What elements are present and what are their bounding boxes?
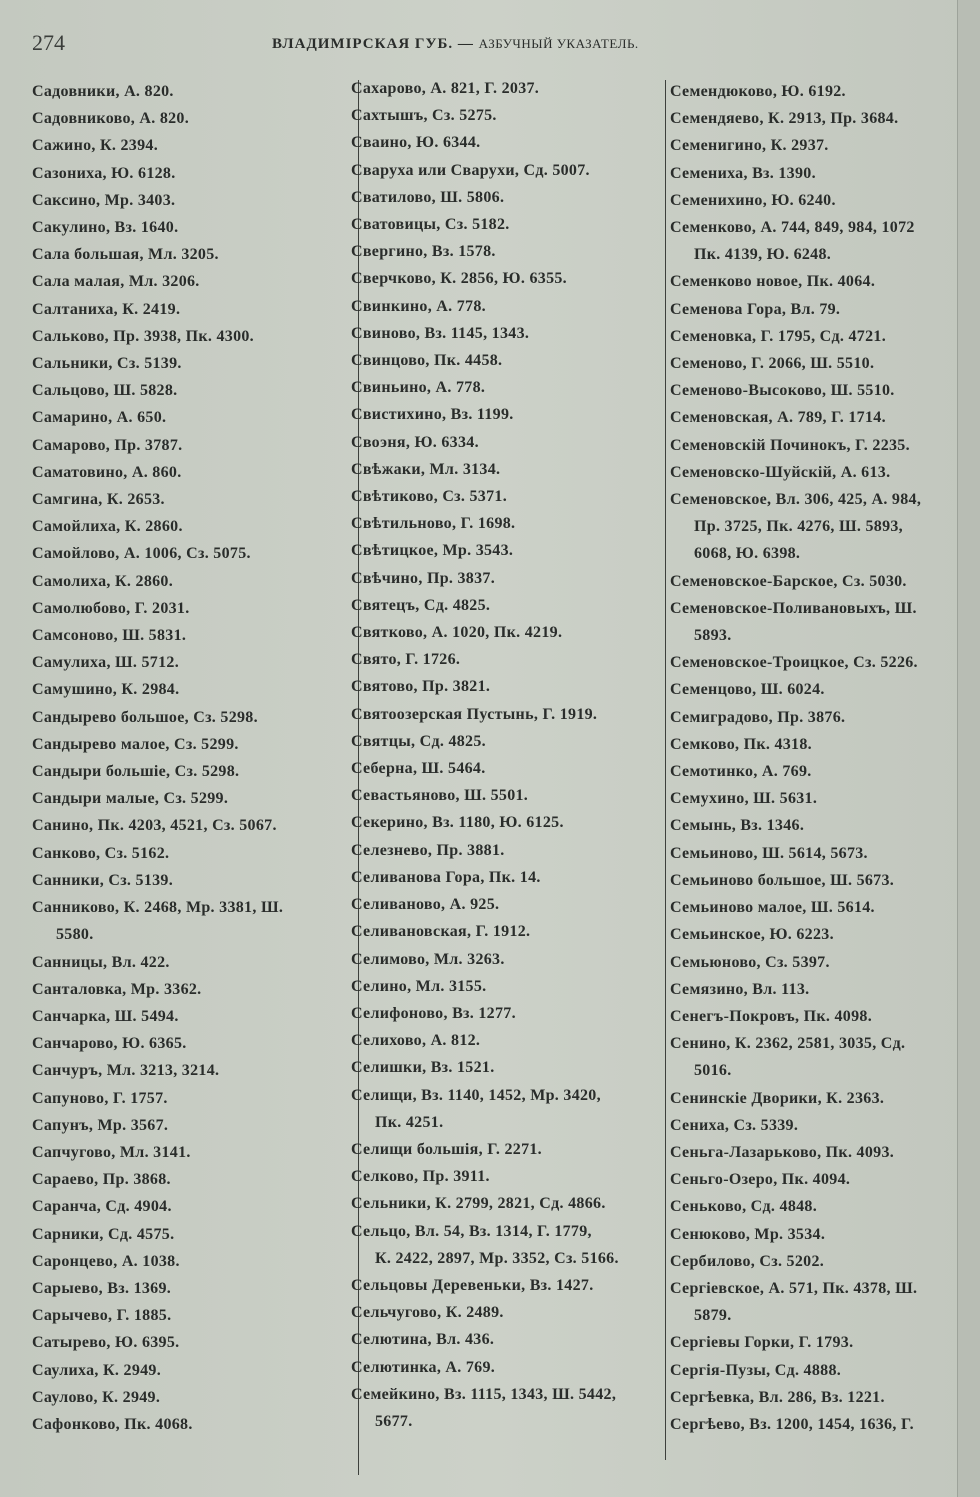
index-entry: Сергѣевка, Вл. 286, Вз. 1221.: [670, 1388, 885, 1406]
index-entry: Селифоново, Вз. 1277.: [351, 1004, 516, 1022]
index-entry: Селезнево, Пр. 3881.: [351, 841, 505, 859]
index-entry: Святцы, Сд. 4825.: [351, 732, 486, 750]
index-entry: Сажино, К. 2394.: [32, 137, 158, 155]
index-entry: Саулово, К. 2949.: [32, 1388, 161, 1406]
index-entry: Семеновскій Починокъ, Г. 2235.: [670, 436, 910, 454]
index-entry: Сербилово, Сз. 5202.: [670, 1252, 825, 1270]
index-entry: Саронцево, А. 1038.: [32, 1252, 180, 1270]
index-entry: Свинкино, А. 778.: [351, 297, 486, 315]
index-entry-continuation: 5893.: [694, 627, 732, 645]
index-entry: Сафонково, Пк. 4068.: [32, 1415, 193, 1433]
index-entry: Семеново, Г. 2066, Ш. 5510.: [670, 355, 875, 373]
index-entry: Садовниково, А. 820.: [32, 110, 190, 128]
index-entry: Сала большая, Мл. 3205.: [32, 246, 219, 264]
index-entry: Сергіевы Горки, Г. 1793.: [670, 1334, 854, 1352]
index-entry: Сельники, К. 2799, 2821, Сд. 4866.: [351, 1195, 606, 1213]
index-entry: Семково, Пк. 4318.: [670, 735, 812, 753]
index-entry: Сениха, Сз. 5339.: [670, 1116, 799, 1134]
index-entry: Селютинка, А. 769.: [351, 1358, 496, 1376]
index-entry: Семьиново большое, Ш. 5673.: [670, 871, 895, 889]
index-entry: Садовники, А. 820.: [32, 83, 174, 100]
index-entry: Сельчугово, К. 2489.: [351, 1304, 504, 1322]
index-entry: Семейкино, Вз. 1115, 1343, Ш. 5442,: [351, 1385, 617, 1403]
index-entry: Семьинское, Ю. 6223.: [670, 926, 834, 944]
index-entry: Сенюково, Мр. 3534.: [670, 1225, 826, 1243]
index-column-3: [670, 78, 970, 1438]
index-entry: Семьиново малое, Ш. 5614.: [670, 899, 875, 917]
index-entry: Сенегъ-Покровъ, Пк. 4098.: [670, 1007, 872, 1025]
index-entry-continuation: 5016.: [694, 1062, 732, 1080]
index-entry-continuation: Пк. 4251.: [375, 1113, 444, 1131]
index-entry: Семухино, Ш. 5631.: [670, 790, 818, 808]
index-entry: Сенино, К. 2362, 2581, 3035, Сд.: [670, 1035, 906, 1053]
index-entry: Семеновское-Поливановыхъ, Ш.: [670, 599, 917, 617]
index-entry: Самойлиха, К. 2860.: [32, 518, 183, 536]
index-entry: Санчуръ, Мл. 3213, 3214.: [32, 1062, 220, 1080]
index-entry: Себерна, Ш. 5464.: [351, 760, 486, 778]
index-entry: Святково, А. 1020, Пк. 4219.: [351, 624, 563, 642]
index-entry: Семотинко, А. 769.: [670, 763, 812, 781]
index-entry: Селищи, Вз. 1140, 1452, Мр. 3420,: [351, 1086, 601, 1104]
index-entry: Сазониха, Ю. 6128.: [32, 164, 176, 182]
index-entry: Селищи большія, Г. 2271.: [351, 1140, 542, 1158]
index-entry: Сватилово, Ш. 5806.: [351, 188, 505, 206]
index-entry: Сеньго-Озеро, Пк. 4094.: [670, 1171, 851, 1189]
index-entry: Свято, Г. 1726.: [351, 651, 461, 669]
index-column-1: [32, 78, 350, 1438]
index-entry: Свиньино, А. 778.: [351, 379, 486, 397]
index-entry: Сеньга-Лазарьково, Пк. 4093.: [670, 1143, 895, 1161]
index-entry-continuation: 5677.: [375, 1412, 413, 1430]
index-entry: Селишки, Вз. 1521.: [351, 1059, 495, 1077]
index-entry: Селивановская, Г. 1912.: [351, 923, 531, 941]
index-entry: Семенихино, Ю. 6240.: [670, 191, 836, 209]
index-entry: Сапунъ, Мр. 3567.: [32, 1116, 169, 1134]
index-entry: Свѣжаки, Мл. 3134.: [351, 460, 501, 478]
index-entry: Салтаниха, К. 2419.: [32, 300, 181, 318]
index-entry: Самолюбово, Г. 2031.: [32, 599, 190, 617]
index-entry: Сергія-Пузы, Сд. 4888.: [670, 1361, 842, 1379]
index-column-2: [351, 75, 669, 1435]
index-entry: Сваино, Ю. 6344.: [351, 134, 481, 152]
index-entry: Санницы, Вл. 422.: [32, 953, 170, 971]
index-entry: Свинцово, Пк. 4458.: [351, 352, 503, 370]
index-entry: Семендюково, Ю. 6192.: [670, 83, 846, 100]
index-entry: Семеново-Высоково, Ш. 5510.: [670, 382, 895, 400]
index-entry: Сенинскіе Дворики, К. 2363.: [670, 1089, 885, 1107]
index-entry: Свѣтицкое, Мр. 3543.: [351, 542, 514, 560]
index-entry: Свергино, Вз. 1578.: [351, 243, 496, 261]
index-entry: Селиванова Гора, Пк. 14.: [351, 868, 541, 886]
index-entry-continuation: Пр. 3725, Пк. 4276, Ш. 5893,: [694, 518, 903, 536]
index-entry: Семенково новое, Пк. 4064.: [670, 273, 876, 291]
index-entry: Семьиново, Ш. 5614, 5673.: [670, 844, 868, 862]
index-entry: Сарники, Сд. 4575.: [32, 1225, 175, 1243]
index-entry: Сальково, Пр. 3938, Пк. 4300.: [32, 327, 254, 345]
index-entry: Свѣтиково, Сз. 5371.: [351, 488, 507, 506]
index-entry: Семенова Гора, Вл. 79.: [670, 300, 841, 318]
index-entry: Самойлово, А. 1006, Сз. 5075.: [32, 545, 251, 563]
index-entry: Святоозерская Пустынь, Г. 1919.: [351, 705, 598, 723]
index-entry: Самсоново, Ш. 5831.: [32, 627, 187, 645]
index-entry-continuation: 5580.: [56, 926, 94, 944]
index-entry: Сальцово, Ш. 5828.: [32, 382, 178, 400]
index-entry: Святецъ, Сд. 4825.: [351, 596, 491, 614]
index-entry: Сарыево, Вз. 1369.: [32, 1279, 172, 1297]
index-entry: Санники, Сз. 5139.: [32, 871, 174, 889]
header-title: ВЛАДИМІРСКАЯ ГУБ. —: [272, 36, 474, 52]
index-entry: Секерино, Вз. 1180, Ю. 6125.: [351, 814, 564, 832]
index-entry: Самолиха, К. 2860.: [32, 572, 174, 590]
index-entry: Самарино, А. 650.: [32, 409, 167, 427]
index-entry: Сверчково, К. 2856, Ю. 6355.: [351, 270, 567, 288]
index-entry: Сергѣево, Вз. 1200, 1454, 1636, Г.: [670, 1415, 914, 1433]
index-entry: Семениха, Вз. 1390.: [670, 164, 816, 182]
index-entry-continuation: 5879.: [694, 1307, 732, 1325]
index-entry-continuation: К. 2422, 2897, Мр. 3352, Сз. 5166.: [375, 1249, 619, 1267]
index-entry: Семендяево, К. 2913, Пр. 3684.: [670, 110, 899, 128]
running-header: [272, 36, 639, 53]
index-entry: Сатырево, Ю. 6395.: [32, 1334, 180, 1352]
index-entry: Саматовино, А. 860.: [32, 463, 182, 481]
index-entry: Сапуново, Г. 1757.: [32, 1089, 168, 1107]
index-entry: Санталовка, Мр. 3362.: [32, 980, 202, 998]
index-entry: Санчарка, Ш. 5494.: [32, 1007, 179, 1025]
index-entry: Семенигино, К. 2937.: [670, 137, 829, 155]
index-entry: Сваруха или Сварухи, Сд. 5007.: [351, 161, 590, 179]
index-entry: Саранча, Сд. 4904.: [32, 1198, 172, 1216]
index-entry: Сапчугово, Мл. 3141.: [32, 1143, 191, 1161]
index-entry: Семеновское-Барское, Сз. 5030.: [670, 572, 907, 590]
index-entry: Самарово, Пр. 3787.: [32, 436, 183, 454]
index-entry: Семязино, Вл. 113.: [670, 980, 810, 998]
index-entry: Селимово, Мл. 3263.: [351, 950, 505, 968]
index-entry: Семенцово, Ш. 6024.: [670, 681, 825, 699]
index-entry: Сарычево, Г. 1885.: [32, 1307, 172, 1325]
index-entry: Селино, Мл. 3155.: [351, 977, 487, 995]
header-subtitle: АЗБУЧНЫЙ УКАЗАТЕЛЬ.: [478, 36, 639, 51]
index-entry: Семеновское-Троицкое, Сз. 5226.: [670, 654, 918, 672]
index-entry: Семеновско-Шуйскій, А. 613.: [670, 463, 891, 481]
index-entry: Свѣчино, Пр. 3837.: [351, 569, 496, 587]
index-entry: Сельцо, Вл. 54, Вз. 1314, Г. 1779,: [351, 1222, 592, 1240]
index-entry: Сельцовы Деревеньки, Вз. 1427.: [351, 1276, 594, 1294]
index-entry: Саксино, Мр. 3403.: [32, 191, 176, 209]
index-entry: Свиново, Вз. 1145, 1343.: [351, 324, 530, 342]
index-entry-continuation: 6068, Ю. 6398.: [694, 545, 801, 563]
index-entry: Семынь, Вз. 1346.: [670, 817, 805, 835]
index-entry: Сальники, Сз. 5139.: [32, 355, 182, 373]
index-entry: Сандырево большое, Сз. 5298.: [32, 708, 258, 726]
index-entry: Сергіевское, А. 571, Пк. 4378, Ш.: [670, 1279, 918, 1297]
index-entry: Святово, Пр. 3821.: [351, 678, 491, 696]
index-entry: Сала малая, Мл. 3206.: [32, 273, 200, 291]
index-entry: Сандыри малые, Сз. 5299.: [32, 790, 229, 808]
index-entry: Санчарово, Ю. 6365.: [32, 1035, 187, 1053]
index-entry: Севастьяново, Ш. 5501.: [351, 787, 529, 805]
index-entry: Селихово, А. 812.: [351, 1032, 481, 1050]
index-entry: Сандырево малое, Сз. 5299.: [32, 735, 239, 753]
index-entry: Самгина, К. 2653.: [32, 491, 165, 509]
index-entry: Семиградово, Пр. 3876.: [670, 708, 846, 726]
index-entry: Семеновская, А. 789, Г. 1714.: [670, 409, 886, 427]
index-entry: Санково, Сз. 5162.: [32, 844, 170, 862]
index-entry: Самулиха, Ш. 5712.: [32, 654, 180, 672]
index-entry: Селютина, Вл. 436.: [351, 1331, 495, 1349]
index-entry: Сватовицы, Сз. 5182.: [351, 216, 510, 234]
index-entry: Семеновское, Вл. 306, 425, А. 984,: [670, 491, 922, 509]
index-entry: Семьюново, Сз. 5397.: [670, 953, 830, 971]
index-entry: Селково, Пр. 3911.: [351, 1168, 490, 1186]
index-entry: Санниково, К. 2468, Мр. 3381, Ш.: [32, 899, 284, 917]
index-entry: Свистихино, Вз. 1199.: [351, 406, 514, 424]
index-entry-continuation: Пк. 4139, Ю. 6248.: [694, 246, 832, 264]
index-entry: Самушино, К. 2984.: [32, 681, 180, 699]
index-entry: Сахарово, А. 821, Г. 2037.: [351, 80, 540, 97]
index-entry: Селиваново, А. 925.: [351, 896, 500, 914]
index-entry: Свѣтильново, Г. 1698.: [351, 515, 516, 533]
index-entry: Санино, Пк. 4203, 4521, Сз. 5067.: [32, 817, 277, 835]
index-entry: Сакулино, Вз. 1640.: [32, 219, 179, 237]
index-entry: Саулиха, К. 2949.: [32, 1361, 162, 1379]
index-entry: Сандыри большіе, Сз. 5298.: [32, 763, 240, 781]
index-entry: Сахтышъ, Сз. 5275.: [351, 107, 497, 125]
index-entry: Семенково, А. 744, 849, 984, 1072: [670, 219, 915, 237]
index-entry: Сараево, Пр. 3868.: [32, 1171, 171, 1189]
index-entry: Сеньково, Сд. 4848.: [670, 1198, 818, 1216]
page-number: 274: [32, 30, 65, 55]
index-entry: Семеновка, Г. 1795, Сд. 4721.: [670, 327, 887, 345]
index-entry: Своэня, Ю. 6334.: [351, 433, 479, 451]
